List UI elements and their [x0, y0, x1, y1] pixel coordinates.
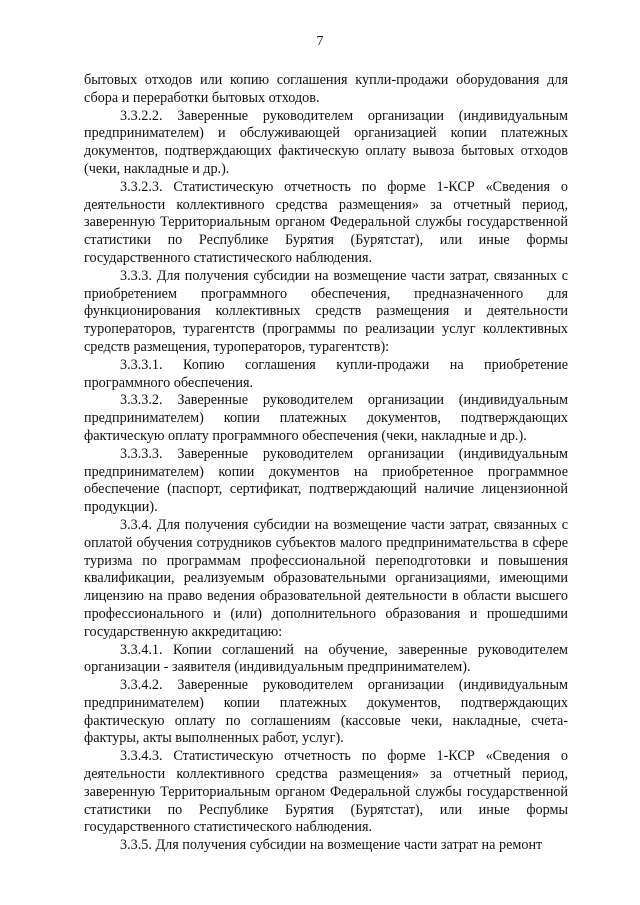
- paragraph: 3.3.3.2. Заверенные руководителем организации (индивидуальным предпринимателем) копии платежных документов, подтверждающих фактическую оплату программного обеспечения (чеки, накладные и др.).: [84, 392, 568, 444]
- paragraph: 3.3.3.3. Заверенные руководителем организации (индивидуальным предпринимателем) копии документов на приобретенное программное обеспечение (паспорт, сертификат, подтверждающий наличие лицензионной продукции).: [84, 445, 568, 516]
- paragraph: 3.3.2.3. Статистическую отчетность по форме 1-КСР «Сведения о деятельности коллективного средства размещения» за отчетный период, заверенную Территориальным органом Федеральной службы государственной статистики по Республике Бурятия (Бурятстат), или иные формы государственного статистического наблюдения.: [84, 178, 568, 266]
- paragraph: бытовых отходов или копию соглашения купли-продажи оборудования для сбора и переработки бытовых отходов.: [84, 72, 568, 106]
- document-body: [84, 72, 568, 855]
- paragraph: 3.3.4.2. Заверенные руководителем организации (индивидуальным предпринимателем) копии платежных документов, подтверждающих фактическую оплату по соглашениям (кассовые чеки, накладные, счета-фактуры, акты выполненных работ, услуг).: [84, 677, 568, 747]
- paragraph: 3.3.4. Для получения субсидии на возмещение части затрат, связанных с оплатой обучения сотрудников субъектов малого предпринимательства в сфере туризма по программам профессиональной переподготовки и повышения квалификации, реализуемым образовательными организациями, имеющими лицензию на право ведения образовательной деятельности в области высшего профессионального и (или) дополнительного образования и прошедшими государственную аккредитацию:: [84, 516, 568, 640]
- paragraph: 3.3.2.2. Заверенные руководителем организации (индивидуальным предпринимателем) и обслуживающей организацией копии платежных документов, подтверждающих фактическую оплату вывоза бытовых отходов (чеки, накладные и др.).: [84, 107, 568, 177]
- paragraph: 3.3.3.1. Копию соглашения купли-продажи на приобретение программного обеспечения.: [84, 356, 568, 391]
- paragraph: 3.3.3. Для получения субсидии на возмещение части затрат, связанных с приобретением программного обеспечения, предназначенного для функционирования коллективных средств размещения и деятельности туроператоров, турагентств (программы по реализации услуг коллективных средств размещения, туроператоров, турагентств):: [84, 267, 568, 355]
- paragraph: 3.3.4.1. Копии соглашений на обучение, заверенные руководителем организации - заявителя (индивидуальным предпринимателем).: [84, 641, 568, 676]
- page-number: 7: [316, 34, 324, 49]
- paragraph: 3.3.4.3. Статистическую отчетность по форме 1-КСР «Сведения о деятельности коллективного средства размещения» за отчетный период, заверенную Территориальным органом Федеральной службы государственной статистики по Республике Бурятия (Бурятстат), или иные формы государственного статистического наблюдения.: [84, 748, 568, 836]
- paragraph: 3.3.5. Для получения субсидии на возмещение части затрат на ремонт: [120, 837, 543, 854]
